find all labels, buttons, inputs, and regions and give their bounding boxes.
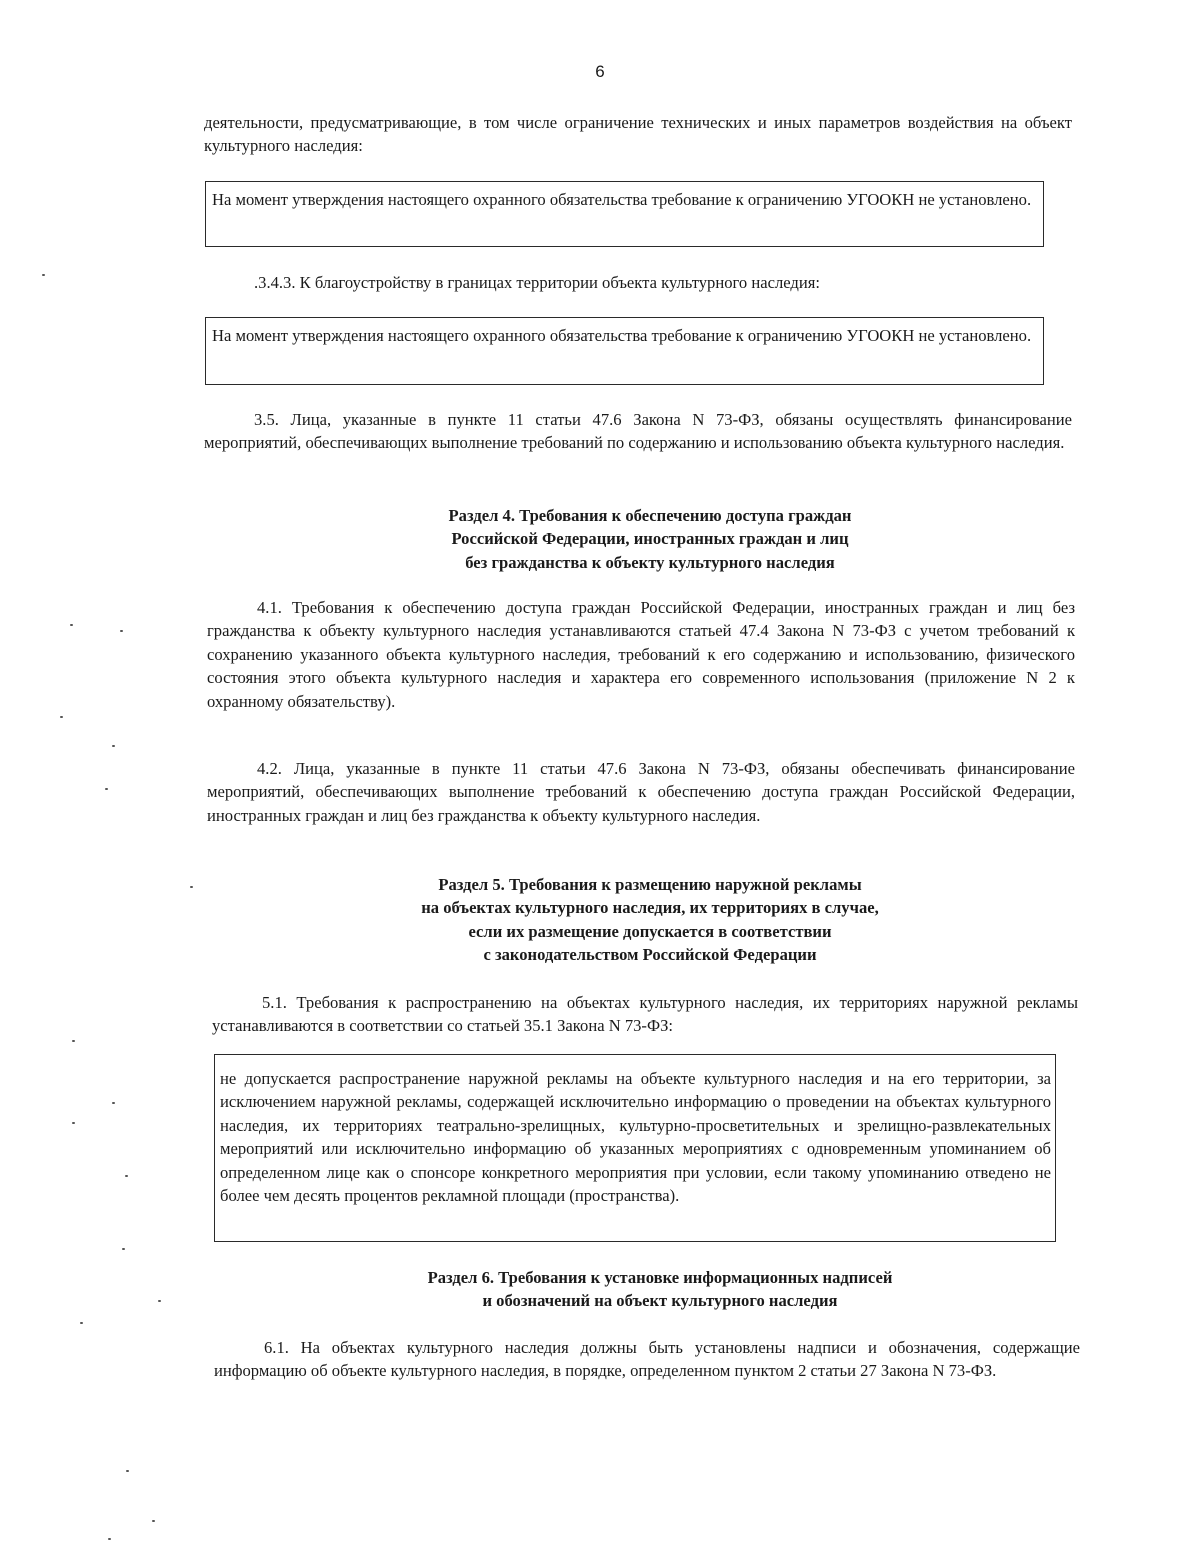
item-3-5: 3.5. Лица, указанные в пункте 11 статьи 47.6 Закона N 73-ФЗ, обязаны осуществлять финансирование мероприятий, обеспечивающих выполнение требований по содержанию и использованию объекта культурного наследия. — [204, 410, 1072, 453]
scan-speck — [190, 886, 193, 888]
scan-speck — [126, 1470, 129, 1472]
item-6-1: 6.1. На объектах культурного наследия должны быть установлены надписи и обозначения, содержащие информацию об объекте культурного наследия, в порядке, определенном пунктом 2 статьи 27 Закона N 73-ФЗ. — [214, 1338, 1080, 1381]
scan-speck — [152, 1520, 155, 1522]
scan-speck — [122, 1248, 125, 1250]
section-4-title-line: без гражданства к объекту культурного наследия — [465, 552, 835, 572]
section-5-title-line: на объектах культурного наследия, их территориях в случае, — [421, 898, 879, 918]
scan-speck — [112, 1102, 115, 1104]
intro-paragraph: деятельности, предусматривающие, в том числе ограничение технических и иных параметров воздействия на объект культурного наследия: — [204, 113, 1072, 156]
advertising-restriction-box: не допускается распространение наружной рекламы на объекте культурного наследия и на его территории, за исключением наружной рекламы, содержащей исключительно информацию о проведении на объектах культурного наследия, их территориях театрально-зрелищных, культурно-просветительных и зрелищно-развлекательных мероприятий или исключительно информацию об указанных мероприятиях с одновременным упоминанием об определенном лице как о спонсоре конкретного мероприятия при условии, если такому упоминанию отведено не более чем десять процентов рекламной площади (пространства). — [214, 1054, 1056, 1242]
section-6-title-line: и обозначений на объект культурного наследия — [482, 1291, 838, 1311]
requirement-box-2: На момент утверждения настоящего охранного обязательства требование к ограничению УГООКН не установлено. — [205, 317, 1044, 385]
scan-speck — [80, 1322, 83, 1324]
scan-speck — [42, 274, 45, 276]
scan-speck — [72, 1122, 75, 1124]
section-6-title — [210, 1266, 1110, 1313]
section-5-title-line: с законодательством Российской Федерации — [483, 945, 817, 965]
section-5-title — [200, 873, 1100, 967]
section-4-title-line: Раздел 4. Требования к обеспечению доступа граждан — [448, 506, 852, 525]
item-3-4-3: .3.4.3. К благоустройству в границах территории объекта культурного наследия: — [254, 273, 820, 292]
section-6-title-line: Раздел 6. Требования к установке информационных надписей — [427, 1268, 893, 1287]
page-number: 6 — [595, 62, 605, 81]
scan-speck — [72, 1040, 75, 1042]
scan-speck — [105, 788, 108, 790]
item-5-1: 5.1. Требования к распространению на объектах культурного наследия, их территориях наружной рекламы устанавливаются в соответствии со статьей 35.1 Закона N 73-ФЗ: — [212, 993, 1078, 1036]
item-4-1: 4.1. Требования к обеспечению доступа граждан Российской Федерации, иностранных граждан и лиц без гражданства к объекту культурного наследия устанавливаются статьей 47.4 Закона N 73-ФЗ с учетом требований к сохранению указанного объекта культурного наследия, требований к его содержанию и использованию, физического состояния этого объекта культурного наследия и характера его современного использования (приложение N 2 к охранному обязательству). — [207, 598, 1075, 711]
scan-speck — [158, 1300, 161, 1302]
scan-speck — [70, 624, 73, 626]
scan-speck — [108, 1538, 111, 1540]
requirement-box-1: На момент утверждения настоящего охранного обязательства требование к ограничению УГООКН не установлено. — [205, 181, 1044, 247]
scan-speck — [120, 630, 123, 632]
section-4-title-line: Российской Федерации, иностранных граждан и лиц — [451, 529, 849, 549]
item-4-2: 4.2. Лица, указанные в пункте 11 статьи 47.6 Закона N 73-ФЗ, обязаны обеспечивать финансирование мероприятий, обеспечивающих выполнение требований к обеспечению доступа граждан Российской Федерации, иностранных граждан и лиц без гражданства к объекту культурного наследия. — [207, 759, 1075, 825]
section-5-title-line: если их размещение допускается в соответствии — [468, 921, 832, 941]
section-5-title-line: Раздел 5. Требования к размещению наружной рекламы — [438, 875, 862, 894]
section-4-title — [200, 504, 1100, 574]
scan-speck — [125, 1175, 128, 1177]
scan-speck — [60, 716, 63, 718]
scan-speck — [112, 745, 115, 747]
